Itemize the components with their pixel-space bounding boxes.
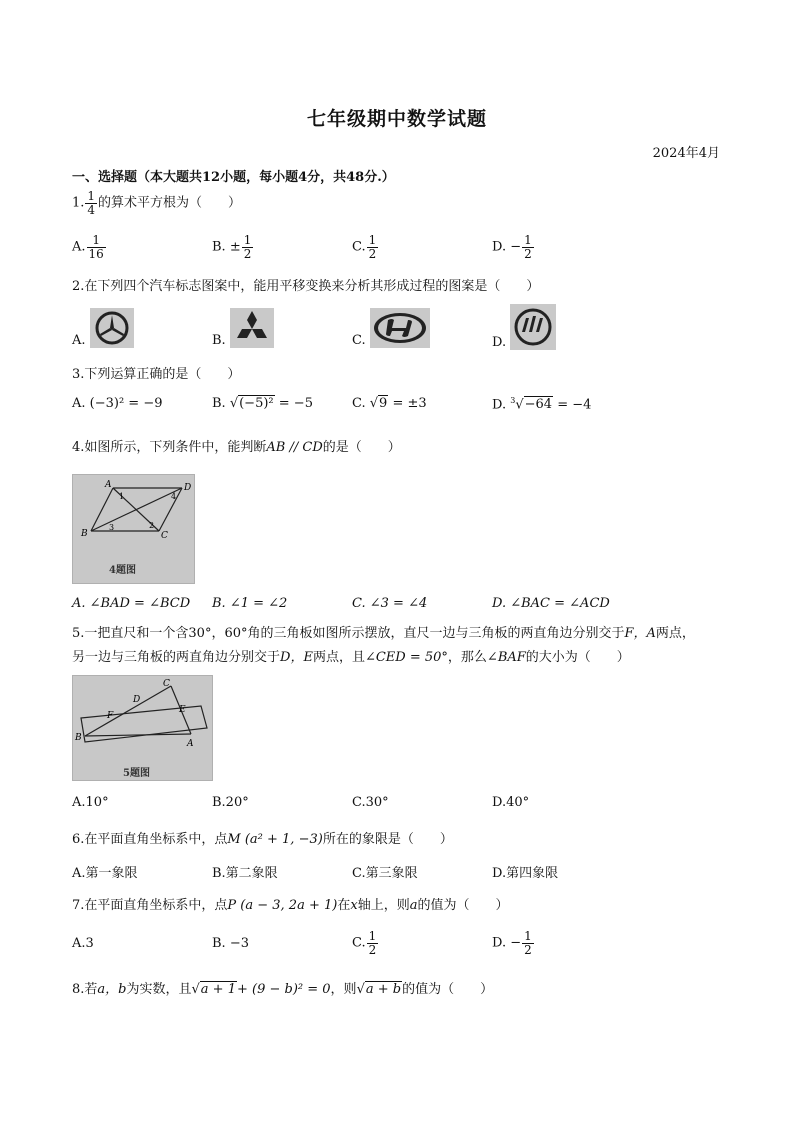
q2-option-a: A.	[72, 308, 134, 348]
fig5-label-d: D	[133, 695, 141, 705]
fig4-angle-3: 3	[109, 523, 115, 532]
q3-option-d: D. $^3$√−64 = −4	[492, 396, 592, 413]
q5-option-a: A.10°	[72, 795, 109, 810]
fig5-label-c: C	[163, 679, 170, 689]
q1-option-d: D. − $\frac{1}{2}$	[492, 233, 532, 261]
fig5-label-a: A	[187, 739, 194, 749]
question-2: 2.在下列四个汽车标志图案中，能用平移变换来分析其形成过程的图案是（ ）	[72, 279, 540, 294]
question-6: 6.在平面直角坐标系中，点M (a² + 1, −3)所在的象限是（ ）	[72, 832, 453, 847]
q5-option-d: D.40°	[492, 795, 530, 810]
q4-math: AB // CD	[266, 440, 323, 455]
q6-option-d: D.第四象限	[492, 866, 559, 881]
section-heading: 一、选择题（本大题共12小题，每小题4分，共48分.）	[72, 170, 395, 185]
q6-option-a: A.第一象限	[72, 866, 138, 881]
question-3: 3.下列运算正确的是（ ）	[72, 367, 241, 382]
q6-options	[72, 862, 732, 884]
question-4: 4.如图所示，下列条件中，能判断AB // CD的是（ ）	[72, 440, 401, 455]
fig4-label-b: B	[81, 529, 88, 539]
figure-4-caption: 4题图	[109, 565, 136, 576]
page-title: 七年级期中数学试题	[306, 108, 487, 130]
fig4-angle-1: 1	[119, 492, 125, 501]
q2-options	[72, 304, 732, 354]
q3-option-a: A. (−3)² = −9	[72, 396, 163, 411]
q5-option-b: B.20°	[212, 795, 249, 810]
q2-option-d: D.	[492, 304, 556, 350]
q4-option-b: B. ∠1 = ∠2	[212, 596, 288, 611]
q1-option-b: B. ± $\frac{1}{2}$	[212, 233, 252, 261]
q7-option-c: C. $\frac{1}{2}$	[352, 929, 377, 957]
q5-option-c: C.30°	[352, 795, 389, 810]
q4-options	[72, 596, 732, 618]
q4-option-c: C. ∠3 = ∠4	[352, 596, 428, 611]
q1-options	[72, 234, 732, 268]
question-5-line-2: 另一边与三角板的两直角边分别交于D，E两点，且∠CED = 50°，那么∠BAF的大小为（ ）	[72, 650, 630, 665]
fig4-angle-4: 4	[171, 492, 177, 501]
q3-option-b: B. √(−5)² = −5	[212, 396, 313, 411]
figure-4	[72, 474, 195, 584]
mitsubishi-logo-icon	[230, 308, 274, 348]
question-5-line-1: 5.一把直尺和一个含30°，60°角的三角板如图所示摆放，直尺一边与三角板的两直角边分别交于F，A两点，	[72, 626, 695, 641]
question-1	[72, 190, 241, 216]
q3-option-c: C. √9 = ±3	[352, 396, 427, 411]
buick-logo-icon	[510, 304, 556, 350]
q5-options	[72, 795, 732, 817]
fig5-label-b: B	[75, 733, 82, 743]
q4-option-d: D. ∠BAC = ∠ACD	[492, 596, 610, 611]
q7-option-d: D. − $\frac{1}{2}$	[492, 929, 532, 957]
q6-option-c: C.第三象限	[352, 866, 418, 881]
fig4-label-a: A	[105, 480, 112, 490]
q2-option-b: B.	[212, 308, 274, 348]
question-8: 8.若a，b为实数，且√a + 1+ (9 − b)² = 0，则√a + b的值为（ ）	[72, 982, 494, 997]
mercedes-logo-icon	[90, 308, 134, 348]
q4-option-a: A. ∠BAD = ∠BCD	[72, 596, 191, 611]
q7-option-b: B. −3	[212, 936, 249, 951]
fig4-label-c: C	[161, 531, 168, 541]
question-7: 7.在平面直角坐标系中，点P (a − 3, 2a + 1)在x轴上，则a的值为（ ）	[72, 898, 509, 913]
q7-options	[72, 930, 732, 964]
hyundai-logo-icon	[370, 308, 430, 348]
exam-date: 2024年4月	[652, 146, 720, 161]
fig5-label-e: E	[179, 705, 186, 715]
figure-5	[72, 675, 213, 781]
q6-option-b: B.第二象限	[212, 866, 278, 881]
q1-option-c: C. $\frac{1}{2}$	[352, 233, 377, 261]
q3-options	[72, 396, 732, 418]
q1-number: 1.	[72, 195, 85, 211]
q6-math: M (a² + 1, −3)	[227, 832, 323, 847]
fig4-angle-2: 2	[149, 521, 155, 530]
q7-option-a: A.3	[72, 936, 94, 951]
q1-text: 的算术平方根为（ ）	[98, 195, 242, 211]
q1-option-a: A. $\frac{1}{16}$	[72, 233, 104, 261]
figure-5-caption: 5题图	[123, 768, 150, 779]
fig4-label-d: D	[184, 483, 192, 493]
fig5-label-f: F	[107, 711, 114, 721]
q1-fraction: $\frac{1}{4}$	[87, 189, 96, 217]
q2-option-c: C.	[352, 308, 430, 348]
